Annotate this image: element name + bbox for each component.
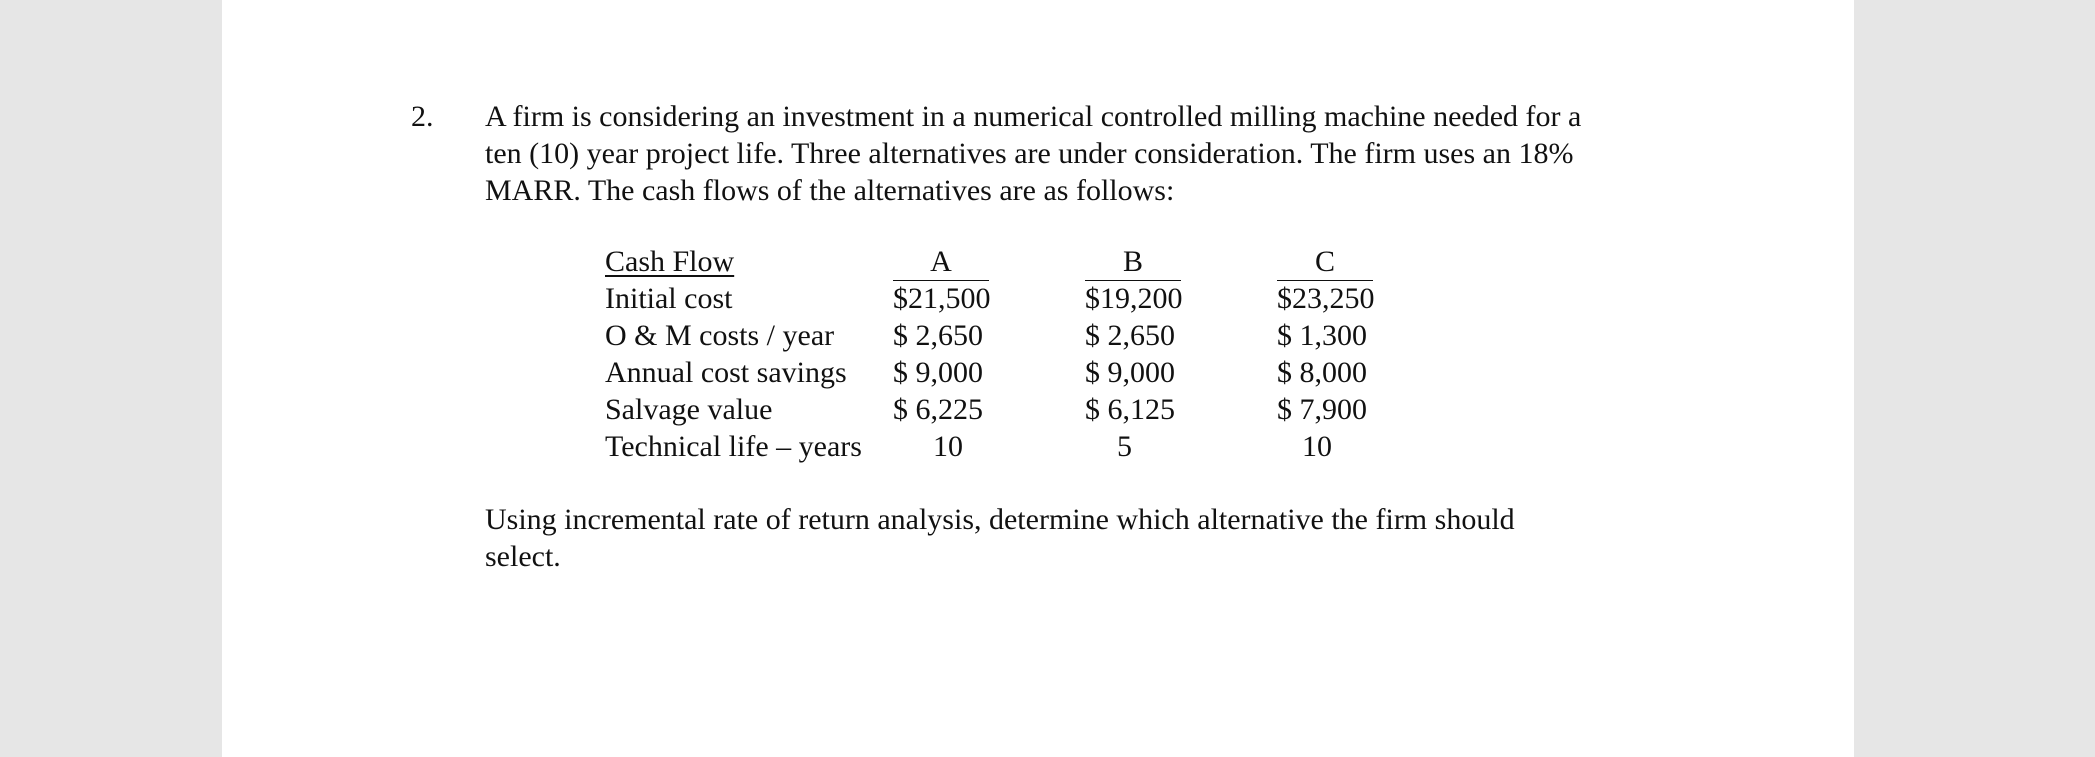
column-header-b: B (1085, 243, 1181, 281)
cell-initial-cost-a: $21,500 (893, 282, 991, 315)
question-line: select. (485, 540, 561, 573)
problem-question (485, 501, 1515, 575)
intro-line: A firm is considering an investment in a numerical controlled milling machine needed for a (485, 100, 1582, 133)
cell-salvage-value-a: $ 6,225 (893, 393, 983, 426)
row-label-salvage-value: Salvage value (605, 393, 773, 426)
cell-om-costs-a: $ 2,650 (893, 319, 983, 352)
intro-line: MARR. The cash flows of the alternatives are as follows: (485, 174, 1175, 207)
row-label-om-costs: O & M costs / year (605, 319, 835, 352)
cell-salvage-value-c: $ 7,900 (1277, 393, 1367, 426)
cell-salvage-value-b: $ 6,125 (1085, 393, 1175, 426)
intro-line: ten (10) year project life. Three alternatives are under consideration. The firm uses an 18% (485, 137, 1574, 170)
cell-technical-life-a: 10 (933, 430, 963, 463)
cell-technical-life-b: 5 (1117, 430, 1132, 463)
cell-technical-life-c: 10 (1302, 430, 1332, 463)
cell-annual-savings-b: $ 9,000 (1085, 356, 1175, 389)
problem-intro (485, 98, 1581, 209)
cell-annual-savings-a: $ 9,000 (893, 356, 983, 389)
question-line: Using incremental rate of return analysis, determine which alternative the firm should (485, 503, 1515, 536)
column-header-c: C (1277, 243, 1373, 281)
cell-om-costs-c: $ 1,300 (1277, 319, 1367, 352)
row-label-annual-savings: Annual cost savings (605, 356, 847, 389)
cell-annual-savings-c: $ 8,000 (1277, 356, 1367, 389)
column-header-a: A (893, 243, 989, 281)
cell-initial-cost-c: $23,250 (1277, 282, 1375, 315)
table-header-cash-flow: Cash Flow (605, 245, 735, 278)
row-label-technical-life: Technical life – years (605, 430, 862, 463)
cell-om-costs-b: $ 2,650 (1085, 319, 1175, 352)
question-number: 2. (411, 100, 434, 133)
cell-initial-cost-b: $19,200 (1085, 282, 1183, 315)
row-label-initial-cost: Initial cost (605, 282, 733, 315)
